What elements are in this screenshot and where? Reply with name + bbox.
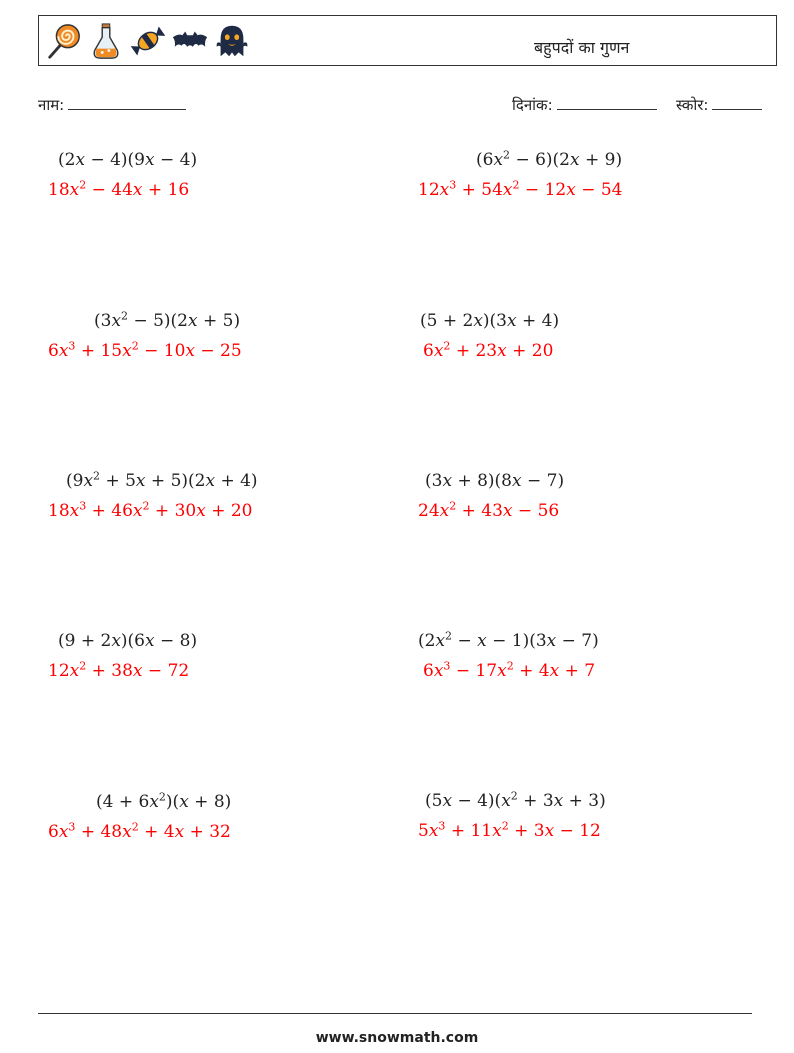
problem-7-question: (9 + 2x)(6x − 8) <box>58 631 198 651</box>
candy-icon <box>129 21 167 61</box>
problem-5-answer: $18x^3 + 46x^2 + 30x + 20$ <box>48 499 253 521</box>
name-label: नाम: <box>38 96 65 114</box>
problem-1-answer: $18x^2 - 44x + 16$ <box>48 178 190 200</box>
date-line[interactable] <box>557 95 657 110</box>
problem-6-answer: $24x^2 + 43x - 56$ <box>418 499 560 521</box>
problem-9-question: $(4 + 6x^2)(x + 8)$ <box>96 790 232 812</box>
problem-7-answer: $12x^2 + 38x - 72$ <box>48 659 190 681</box>
problem-2-question: $(6x^2 - 6)(2x + 9)$ <box>476 148 623 170</box>
worksheet-header <box>38 15 777 66</box>
problem-10-question: $(5x - 4)(x^2 + 3x + 3)$ <box>425 789 606 811</box>
problem-1-question: (2x − 4)(9x − 4) <box>58 150 198 170</box>
potion-bottle-icon <box>87 21 125 61</box>
worksheet-title: बहुपदों का गुणन <box>534 38 630 57</box>
score-field <box>676 95 762 115</box>
date-label: दिनांक: <box>512 96 553 114</box>
score-line[interactable] <box>712 95 762 110</box>
problem-8-question: $(2x^2 - x - 1)(3x - 7)$ <box>418 629 599 651</box>
problem-10-answer: $5x^3 + 11x^2 + 3x - 12$ <box>418 819 601 841</box>
problem-9-answer: $6x^3 + 48x^2 + 4x + 32$ <box>48 820 231 842</box>
header-icons <box>45 21 251 61</box>
problem-3-answer: $6x^3 + 15x^2 - 10x - 25$ <box>48 339 242 361</box>
problem-6-question: (3x + 8)(8x − 7) <box>425 471 565 491</box>
bat-icon <box>171 21 209 61</box>
score-label: स्कोर: <box>676 96 709 114</box>
problem-5-question: $(9x^2 + 5x + 5)(2x + 4)$ <box>66 469 258 491</box>
problem-2-answer: $12x^3 + 54x^2 - 12x - 54$ <box>418 178 623 200</box>
ghost-icon <box>213 21 251 61</box>
footer-website: www.snowmath.com <box>315 1030 479 1046</box>
date-field <box>512 95 657 115</box>
footer-divider <box>38 1013 752 1014</box>
lollipop-icon <box>45 21 83 61</box>
problem-8-answer: $6x^3 - 17x^2 + 4x + 7$ <box>423 659 596 681</box>
problem-4-answer: $6x^2 + 23x + 20$ <box>423 339 554 361</box>
problem-4-question: (5 + 2x)(3x + 4) <box>420 311 560 331</box>
name-line[interactable] <box>68 95 186 110</box>
problem-3-question: $(3x^2 - 5)(2x + 5)$ <box>94 309 241 331</box>
name-field <box>38 95 186 115</box>
